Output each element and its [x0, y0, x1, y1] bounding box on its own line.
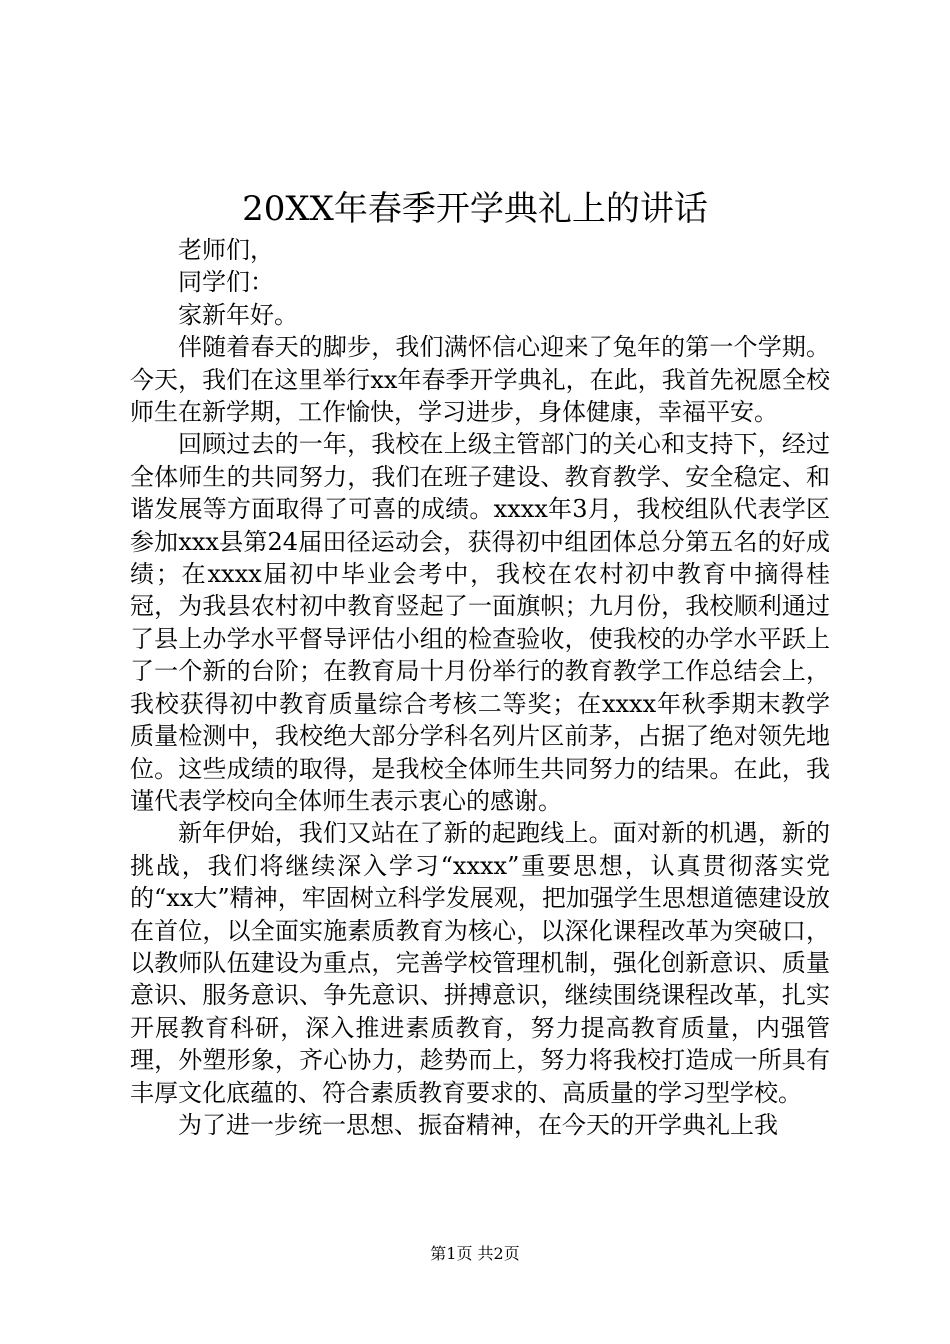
paragraph-new-year-plans: 新年伊始，我们又站在了新的起跑线上。面对新的机遇，新的挑战，我们将继续深入学习“xxxx”重要思想，认真贯彻落实党的“xx大”精神，牢固树立科学发展观，把加强学生思想道德建设放在首位，以全面实施素质教育为核心，以深化课程改革为突破口，以教师队伍建设为重点，完善学校管理机制，强化创新意识、质量意识、服务意识、争先意识、拼搏意识，继续围绕课程改革，扎实开展教育科研，深入推进素质教育，努力提高教育质量，内强管理，外塑形象，齐心协力，趁势而上，努力将我校打造成一所具有丰厚文化底蕴的、符合素质教育要求的、高质量的学习型学校。 — [130, 819, 830, 1107]
document-title: 20XX年春季开学典礼上的讲话 — [242, 189, 708, 229]
paragraph-continued: 为了进一步统一思想、振奋精神，在今天的开学典礼上我 — [178, 1110, 778, 1139]
page-number-footer: 第1页 共2页 — [430, 1244, 520, 1263]
greeting-students: 同学们： — [178, 268, 274, 297]
document-body — [130, 234, 830, 1141]
paragraph-review: 回顾过去的一年，我校在上级主管部门的关心和支持下，经过全体师生的共同努力，我们在班子建设、教育教学、安全稳定、和谐发展等方面取得了可喜的成绩。xxxx年3月，我校组队代表学区参加xxx县第24届田径运动会，获得初中组团体总分第五名的好成绩；在xxxx届初中毕业会考中，我校在农村初中教育中摘得桂冠，为我县农村初中教育竖起了一面旗帜；九月份，我校顺利通过了县上办学水平督导评估小组的检查验收，使我校的办学水平跃上了一个新的台阶；在教育局十月份举行的教育教学工作总结会上，我校获得初中教育质量综合考核二等奖；在xxxx年秋季期末教学质量检测中，我校绝大部分学科名列片区前茅，占据了绝对领先地位。这些成绩的取得，是我校全体师生共同努力的结果。在此，我谨代表学校向全体师生表示衷心的感谢。 — [130, 430, 830, 815]
paragraph-opening: 伴随着春天的脚步，我们满怀信心迎来了兔年的第一个学期。今天，我们在这里举行xx年春季开学典礼，在此，我首先祝愿全校师生在新学期，工作愉快，学习进步，身体健康，幸福平安。 — [130, 333, 830, 427]
greeting-teachers: 老师们， — [178, 236, 274, 264]
greeting-new-year: 家新年好。 — [178, 300, 298, 329]
